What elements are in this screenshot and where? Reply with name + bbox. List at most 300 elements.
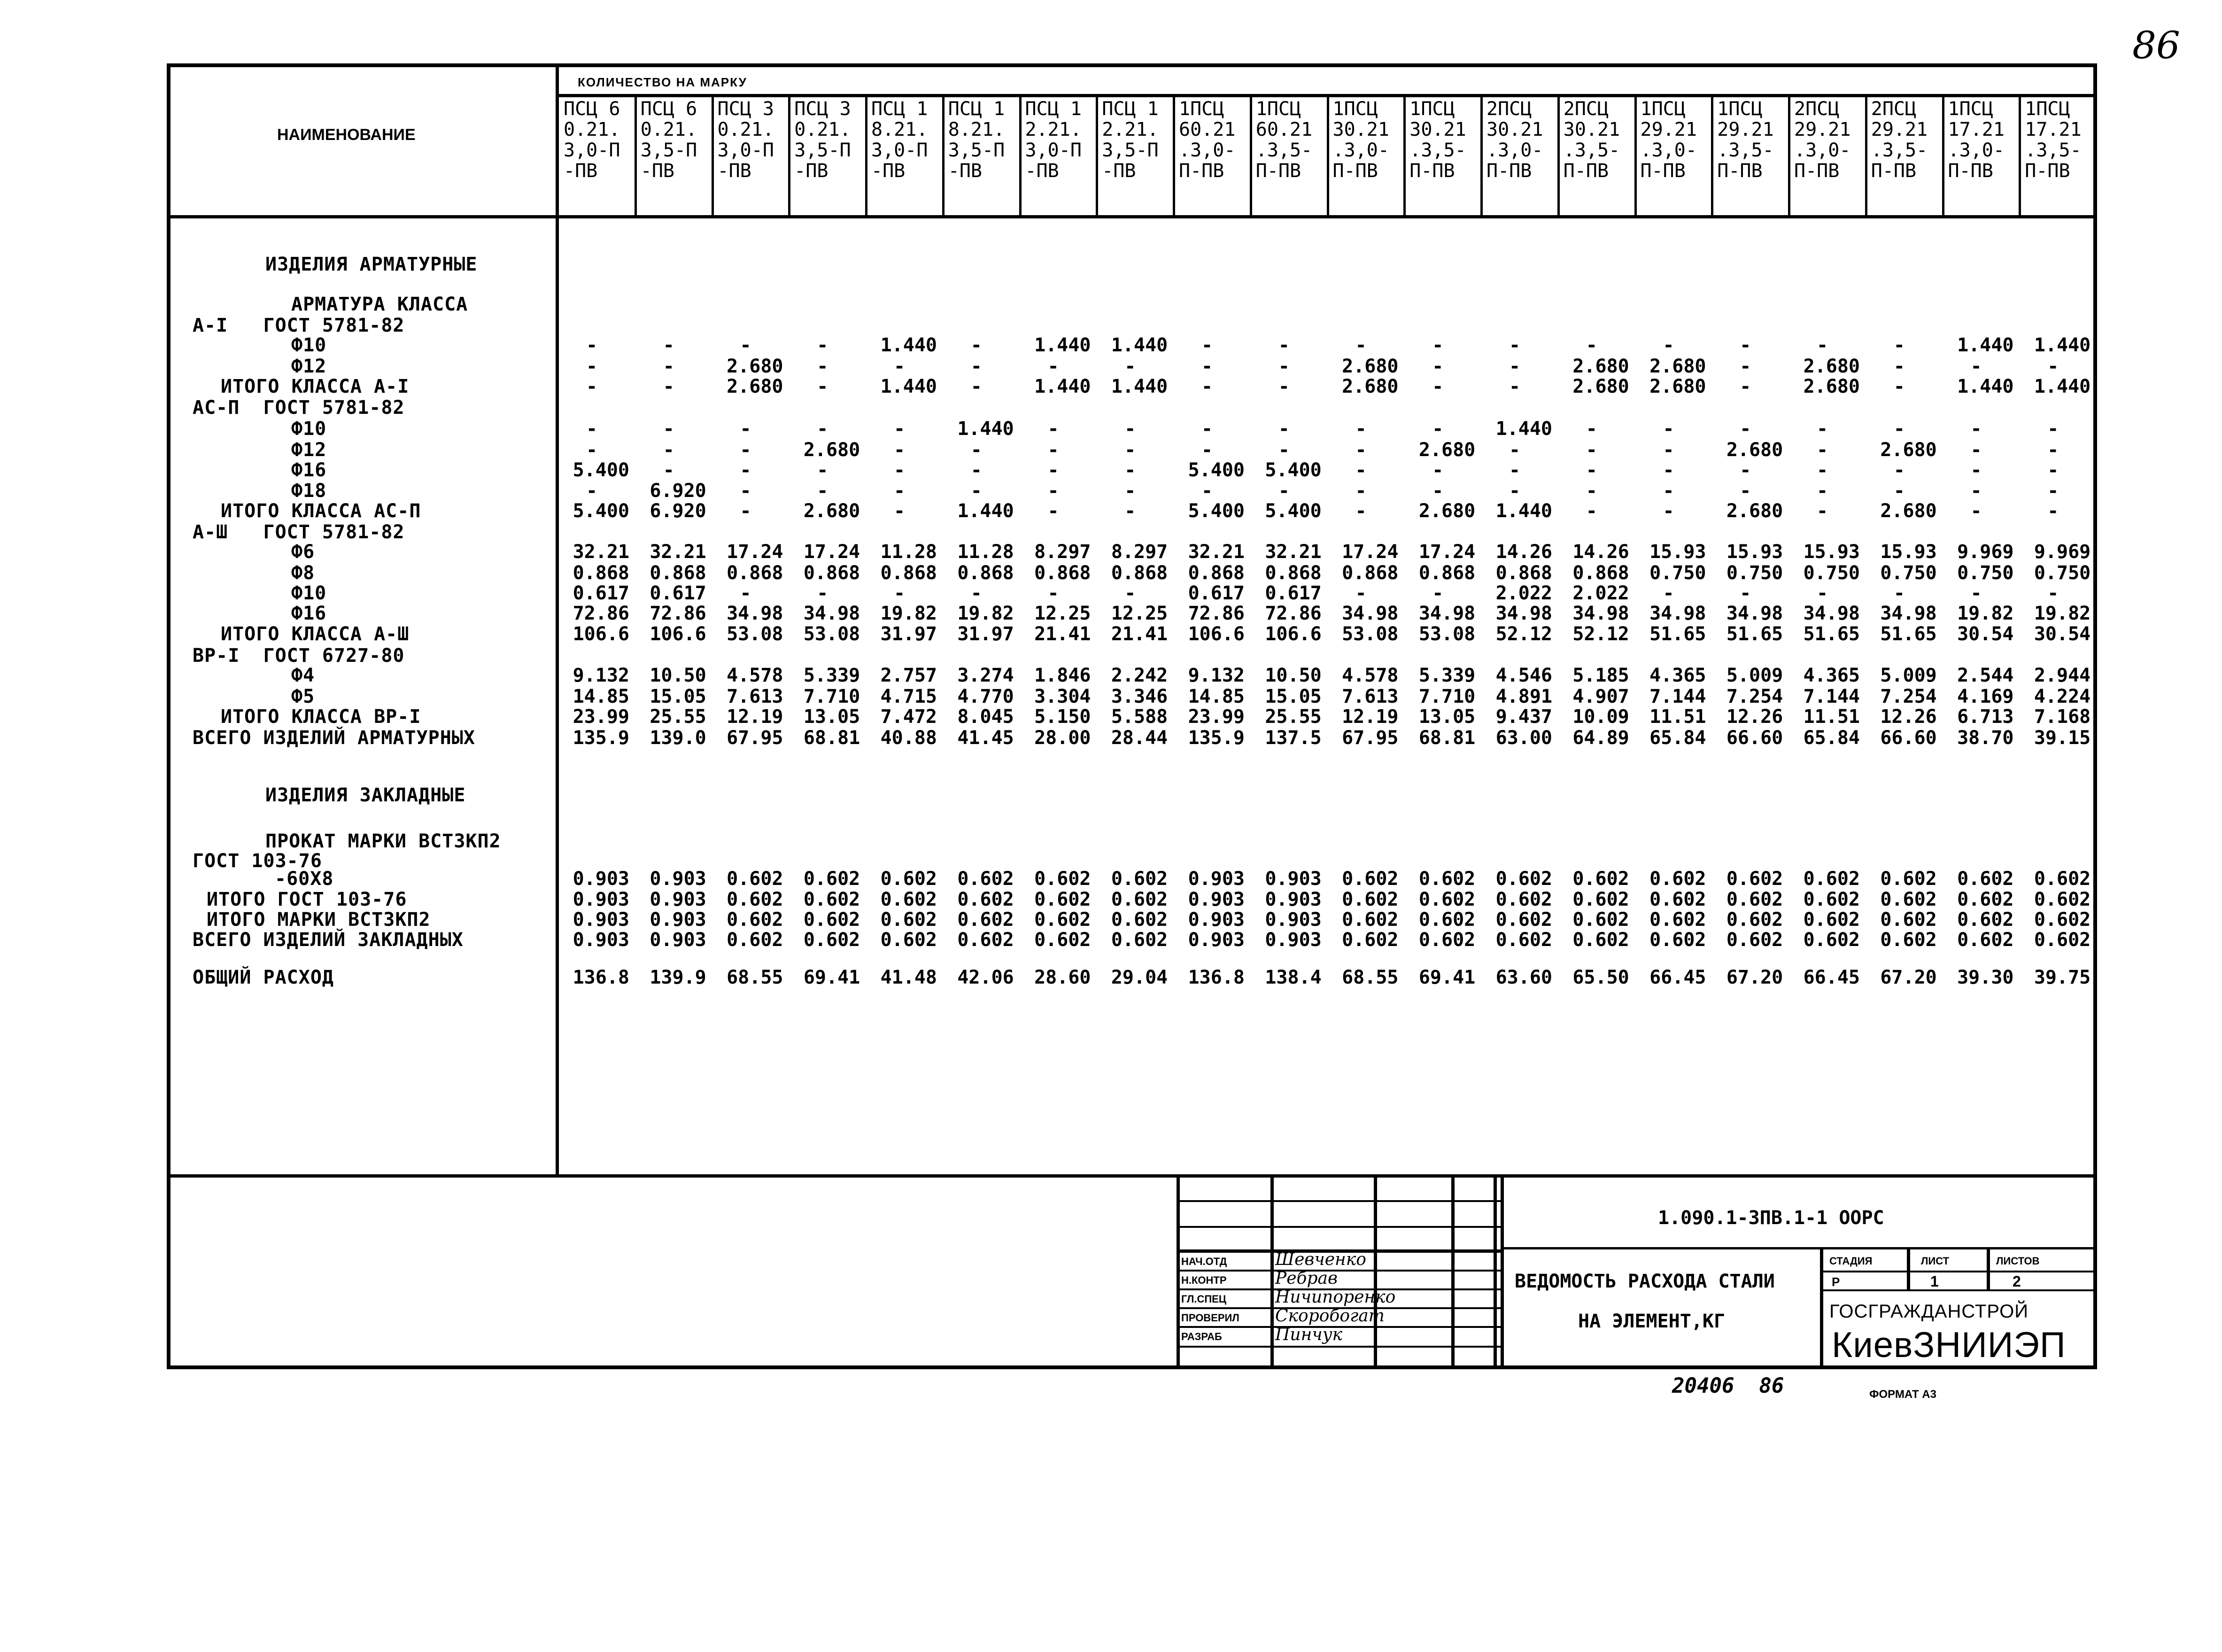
table-cell: 67.95: [727, 727, 783, 749]
table-cell: 1.440: [880, 376, 937, 397]
table-cell: -: [1201, 480, 1213, 502]
table-cell: 0.602: [2034, 889, 2091, 910]
table-cell: -: [1355, 418, 1367, 440]
table-cell: -: [586, 480, 598, 502]
row-label: Ф10: [291, 582, 327, 604]
column-header: ПСЦ 1 2.21. 3,0-П -ПВ: [1025, 98, 1082, 182]
table-cell: -: [1740, 480, 1751, 502]
table-cell: 0.903: [1188, 929, 1245, 951]
table-cell: -: [1586, 480, 1597, 502]
table-cell: -: [1278, 439, 1290, 461]
table-cell: 2.680: [1418, 439, 1476, 461]
table-cell: -: [1970, 356, 1982, 377]
table-cell: 0.602: [1649, 868, 1706, 890]
table-cell: 41.45: [957, 727, 1014, 749]
table-cell: 66.60: [1726, 727, 1783, 749]
table-cell: -: [1816, 500, 1828, 522]
row-label: ВР-I ГОСТ 6727-80: [193, 645, 405, 667]
table-cell: 52.12: [1572, 623, 1629, 645]
table-cell: 136.8: [1188, 967, 1245, 988]
table-cell: 53.08: [803, 623, 860, 645]
column-header: ПСЦ 1 8.21. 3,5-П -ПВ: [948, 98, 1005, 182]
table-cell: 0.602: [1726, 929, 1783, 951]
table-cell: 4.365: [1803, 665, 1860, 686]
table-cell: 25.55: [650, 706, 706, 728]
table-cell: -: [1586, 439, 1597, 461]
table-cell: -: [663, 334, 674, 356]
table-cell: -: [2047, 582, 2059, 604]
table-cell: -: [1047, 480, 1059, 502]
table-cell: 3.346: [1111, 686, 1168, 707]
column-divider: [1403, 94, 1406, 215]
table-cell: 42.06: [957, 967, 1014, 988]
table-cell: -: [1586, 459, 1597, 481]
table-cell: 1.440: [957, 418, 1014, 440]
table-cell: -: [1586, 418, 1597, 440]
table-cell: 34.98: [803, 603, 860, 624]
table-cell: 1.846: [1034, 665, 1091, 686]
table-cell: 5.009: [1880, 665, 1937, 686]
table-cell: 2.022: [1495, 582, 1552, 604]
table-cell: 72.86: [1188, 603, 1245, 624]
table-cell: 34.98: [1342, 603, 1399, 624]
table-cell: -: [893, 459, 906, 481]
table-cell: 17.24: [803, 541, 860, 563]
table-cell: 0.602: [1495, 868, 1552, 890]
table-cell: 0.602: [1649, 929, 1706, 951]
table-cell: -: [1663, 459, 1674, 481]
table-cell: 9.132: [1188, 665, 1245, 686]
table-cell: -: [1893, 376, 1905, 397]
table-cell: 0.602: [803, 889, 860, 910]
signature-name: Пинчук: [1275, 1325, 1343, 1344]
table-cell: -: [1278, 334, 1290, 356]
table-cell: 9.969: [2034, 541, 2091, 563]
table-cell: 0.602: [1034, 929, 1091, 951]
table-cell: -: [1740, 356, 1751, 377]
table-cell: 0.617: [1265, 582, 1322, 604]
table-cell: 29.04: [1111, 967, 1168, 988]
table-cell: 4.365: [1649, 665, 1706, 686]
table-cell: 21.41: [1034, 623, 1091, 645]
table-cell: 2.680: [803, 500, 860, 522]
column-header: 1ПСЦ 60.21 .3,5- П-ПВ: [1255, 98, 1313, 182]
column-divider: [788, 94, 790, 215]
row-label: ИТОГО КЛАССА АС-П: [221, 500, 421, 522]
table-cell: 0.602: [1957, 868, 2014, 890]
table-cell: 5.400: [573, 500, 629, 522]
table-cell: 14.85: [573, 686, 629, 707]
table-cell: 34.98: [1495, 603, 1552, 624]
table-cell: 0.903: [573, 889, 629, 910]
table-cell: -: [1432, 356, 1444, 377]
column-header: ПСЦ 6 0.21. 3,5-П -ПВ: [640, 98, 697, 182]
row-label: -60Х8: [275, 868, 334, 890]
row-label: Ф10: [291, 418, 327, 440]
column-header: 1ПСЦ 17.21 .3,5- П-ПВ: [2025, 98, 2082, 182]
table-cell: 1.440: [880, 334, 937, 356]
table-cell: -: [740, 459, 751, 481]
table-cell: -: [1816, 439, 1828, 461]
table-cell: 0.602: [1034, 889, 1091, 910]
table-cell: 72.86: [650, 603, 706, 624]
table-cell: 4.578: [1342, 665, 1399, 686]
table-cell: -: [1663, 334, 1674, 356]
table-cell: 31.97: [957, 623, 1014, 645]
table-cell: 0.903: [1265, 889, 1322, 910]
table-cell: 0.602: [1495, 929, 1552, 951]
table-cell: -: [740, 439, 751, 461]
table-cell: 32.21: [650, 541, 706, 563]
table-cell: -: [893, 582, 906, 604]
table-cell: -: [970, 334, 982, 356]
table-cell: -: [1970, 582, 1982, 604]
column-divider: [1942, 94, 1944, 215]
table-cell: 0.868: [1572, 562, 1629, 584]
signature-role: Н.КОНТР: [1181, 1274, 1227, 1286]
table-cell: -: [1124, 500, 1136, 522]
table-cell: 67.20: [1726, 967, 1783, 988]
table-cell: -: [1355, 439, 1367, 461]
table-cell: 19.82: [957, 603, 1014, 624]
table-cell: 9.969: [1957, 541, 2014, 563]
column-divider: [712, 94, 714, 215]
table-cell: 51.65: [1803, 623, 1860, 645]
table-cell: 5.339: [1418, 665, 1476, 686]
table-cell: 4.907: [1572, 686, 1629, 707]
table-cell: 7.472: [880, 706, 937, 728]
table-cell: 10.09: [1572, 706, 1629, 728]
table-cell: 34.98: [1572, 603, 1629, 624]
table-cell: 65.84: [1803, 727, 1860, 749]
table-cell: 0.602: [1418, 868, 1476, 890]
table-cell: 53.08: [727, 623, 783, 645]
table-cell: 0.903: [573, 929, 629, 951]
table-cell: 0.602: [1111, 889, 1168, 910]
table-cell: -: [1586, 334, 1597, 356]
table-cell: 0.602: [1649, 889, 1706, 910]
table-cell: 2.680: [1649, 376, 1706, 397]
table-cell: 13.05: [1418, 706, 1476, 728]
table-cell: 5.400: [1188, 459, 1245, 481]
table-cell: 137.5: [1265, 727, 1322, 749]
table-cell: 28.44: [1111, 727, 1168, 749]
table-cell: 0.602: [727, 889, 783, 910]
table-cell: -: [663, 356, 674, 377]
table-cell: 2.680: [1572, 376, 1629, 397]
table-cell: 0.602: [1418, 889, 1476, 910]
table-cell: 0.602: [1342, 909, 1399, 931]
table-cell: 4.770: [957, 686, 1014, 707]
row-label: ИЗДЕЛИЯ ЗАКЛАДНЫЕ: [265, 784, 466, 806]
table-cell: -: [663, 418, 674, 440]
table-cell: -: [1509, 376, 1521, 397]
table-cell: -: [1893, 334, 1905, 356]
table-cell: 0.602: [880, 929, 937, 951]
table-cell: 12.19: [727, 706, 783, 728]
sheets-value: 2: [2013, 1273, 2021, 1290]
table-cell: -: [1816, 334, 1828, 356]
column-header: 2ПСЦ 29.21 .3,0- П-ПВ: [1794, 98, 1851, 182]
column-divider: [635, 94, 637, 215]
table-cell: -: [1586, 500, 1597, 522]
column-header: 1ПСЦ 29.21 .3,5- П-ПВ: [1717, 98, 1774, 182]
table-cell: -: [2047, 459, 2059, 481]
column-divider: [1250, 94, 1252, 215]
table-cell: -: [1355, 334, 1367, 356]
table-cell: -: [1355, 459, 1367, 481]
sheets-label: ЛИСТОВ: [1996, 1255, 2040, 1267]
table-cell: 30.54: [1957, 623, 2014, 645]
table-cell: 52.12: [1495, 623, 1552, 645]
table-cell: 72.86: [1265, 603, 1322, 624]
table-cell: -: [893, 480, 906, 502]
title-line-2: НА ЭЛЕМЕНТ,КГ: [1578, 1311, 1726, 1332]
table-cell: -: [1047, 582, 1059, 604]
column-header: 1ПСЦ 29.21 .3,0- П-ПВ: [1640, 98, 1697, 182]
table-cell: 7.168: [2034, 706, 2091, 728]
table-cell: 0.602: [1034, 868, 1091, 890]
row-label: Ф4: [291, 665, 315, 686]
table-cell: 25.55: [1265, 706, 1322, 728]
table-cell: 1.440: [2034, 376, 2091, 397]
column-divider: [1480, 94, 1483, 215]
table-cell: -: [1893, 418, 1905, 440]
table-cell: -: [1740, 459, 1751, 481]
table-cell: 0.868: [1418, 562, 1476, 584]
table-cell: -: [740, 582, 751, 604]
table-cell: -: [1201, 376, 1213, 397]
table-cell: 8.045: [957, 706, 1014, 728]
column-header: 2ПСЦ 30.21 .3,5- П-ПВ: [1563, 98, 1620, 182]
table-cell: 15.05: [650, 686, 706, 707]
table-cell: 14.85: [1188, 686, 1245, 707]
table-cell: -: [1201, 439, 1213, 461]
table-cell: 1.440: [2034, 334, 2091, 356]
table-cell: 15.05: [1265, 686, 1322, 707]
table-cell: -: [663, 376, 674, 397]
table-cell: 3.304: [1034, 686, 1091, 707]
table-cell: -: [970, 459, 982, 481]
table-cell: -: [893, 356, 906, 377]
table-cell: 34.98: [1418, 603, 1476, 624]
table-cell: 2.944: [2034, 665, 2091, 686]
table-cell: 12.25: [1111, 603, 1168, 624]
table-cell: 15.93: [1880, 541, 1937, 563]
column-divider: [2019, 94, 2021, 215]
table-cell: 2.757: [880, 665, 937, 686]
table-cell: 2.680: [1418, 500, 1476, 522]
row-label: АРМАТУРА КЛАССА: [291, 294, 468, 315]
table-cell: 135.9: [573, 727, 629, 749]
table-cell: 7.710: [1418, 686, 1476, 707]
table-cell: 0.602: [957, 889, 1014, 910]
table-cell: 106.6: [1188, 623, 1245, 645]
table-cell: 0.750: [1957, 562, 2014, 584]
signature-name: Ребрав: [1275, 1269, 1338, 1288]
table-cell: -: [970, 356, 982, 377]
table-cell: -: [817, 480, 828, 502]
table-cell: 0.602: [1803, 889, 1860, 910]
table-cell: -: [663, 439, 674, 461]
column-header: 1ПСЦ 30.21 .3,5- П-ПВ: [1409, 98, 1466, 182]
table-cell: 4.224: [2034, 686, 2091, 707]
table-cell: 1.440: [1957, 334, 2014, 356]
table-cell: 0.602: [880, 909, 937, 931]
table-cell: 2.680: [727, 376, 783, 397]
table-cell: 15.93: [1726, 541, 1783, 563]
table-cell: 5.400: [1265, 500, 1322, 522]
table-cell: 67.95: [1342, 727, 1399, 749]
row-label: Ф10: [291, 334, 327, 356]
table-cell: 139.0: [650, 727, 706, 749]
table-cell: 11.28: [957, 541, 1014, 563]
table-cell: 0.602: [1495, 909, 1552, 931]
table-cell: -: [1432, 418, 1444, 440]
table-cell: 2.680: [803, 439, 860, 461]
column-header: 1ПСЦ 30.21 .3,0- П-ПВ: [1332, 98, 1389, 182]
table-cell: 0.868: [957, 562, 1014, 584]
signature-name: Скоробогат: [1275, 1306, 1385, 1326]
table-cell: -: [1201, 418, 1213, 440]
table-cell: -: [1355, 500, 1367, 522]
table-cell: 32.21: [1265, 541, 1322, 563]
table-cell: 1.440: [1957, 376, 2014, 397]
table-cell: -: [1893, 459, 1905, 481]
table-cell: 1.440: [1111, 334, 1168, 356]
table-cell: -: [1816, 480, 1828, 502]
row-label: АС-П ГОСТ 5781-82: [193, 397, 405, 419]
table-cell: 9.437: [1495, 706, 1552, 728]
table-cell: -: [1047, 500, 1059, 522]
column-divider: [1096, 94, 1098, 215]
row-label: ГОСТ 103-76: [193, 850, 322, 872]
table-cell: -: [1278, 418, 1290, 440]
table-cell: 2.680: [1649, 356, 1706, 377]
table-cell: -: [1432, 582, 1444, 604]
table-cell: -: [817, 418, 828, 440]
table-cell: 21.41: [1111, 623, 1168, 645]
signature-role: ГЛ.СПЕЦ: [1181, 1293, 1226, 1305]
table-cell: 0.903: [650, 889, 706, 910]
table-cell: 0.602: [1572, 929, 1629, 951]
table-cell: 17.24: [727, 541, 783, 563]
signature-role: РАЗРАБ: [1181, 1331, 1222, 1342]
row-label: ВСЕГО ИЗДЕЛИЙ ЗАКЛАДНЫХ: [193, 929, 464, 951]
table-cell: 3.274: [957, 665, 1014, 686]
table-cell: 72.86: [573, 603, 629, 624]
organization-name: КиевЗНИИЭП: [1832, 1325, 2066, 1365]
table-cell: 0.602: [2034, 929, 2091, 951]
table-cell: -: [1970, 439, 1982, 461]
table-cell: 1.440: [957, 500, 1014, 522]
quantity-caption: КОЛИЧЕСТВО НА МАРКУ: [578, 75, 747, 89]
table-cell: 0.602: [1111, 909, 1168, 931]
table-cell: 0.602: [880, 868, 937, 890]
table-cell: 0.602: [1880, 929, 1937, 951]
table-cell: 0.750: [2034, 562, 2091, 584]
table-cell: -: [586, 439, 598, 461]
table-cell: 0.602: [1342, 889, 1399, 910]
table-cell: 0.903: [1188, 868, 1245, 890]
table-cell: -: [1740, 376, 1751, 397]
table-cell: -: [1124, 582, 1136, 604]
table-cell: 0.868: [650, 562, 706, 584]
table-cell: 0.750: [1726, 562, 1783, 584]
table-cell: -: [1047, 439, 1059, 461]
table-cell: -: [1047, 459, 1059, 481]
table-cell: 0.602: [1342, 868, 1399, 890]
row-label: ИТОГО КЛАССА А-I: [221, 376, 410, 397]
table-cell: 7.144: [1803, 686, 1860, 707]
table-cell: 6.920: [650, 480, 706, 502]
signature-name: Шевченко: [1275, 1250, 1366, 1269]
table-cell: 0.602: [1803, 929, 1860, 951]
table-cell: -: [1816, 582, 1828, 604]
table-cell: 11.28: [880, 541, 937, 563]
table-cell: -: [970, 376, 982, 397]
row-label: Ф18: [291, 480, 327, 502]
table-cell: 138.4: [1265, 967, 1322, 988]
table-cell: 11.51: [1649, 706, 1706, 728]
table-cell: 0.750: [1649, 562, 1706, 584]
table-cell: 51.65: [1880, 623, 1937, 645]
column-header: ПСЦ 3 0.21. 3,0-П -ПВ: [717, 98, 774, 182]
table-cell: 0.903: [650, 929, 706, 951]
table-cell: 30.54: [2034, 623, 2091, 645]
table-cell: -: [893, 418, 906, 440]
row-label: ИТОГО МАРКИ ВСТ3КП2: [207, 909, 431, 931]
table-cell: 106.6: [573, 623, 629, 645]
table-cell: 9.132: [573, 665, 629, 686]
table-cell: -: [740, 418, 751, 440]
row-label: ИТОГО ГОСТ 103-76: [207, 889, 407, 910]
table-cell: 2.680: [1880, 500, 1937, 522]
table-cell: 39.75: [2034, 967, 2091, 988]
table-cell: -: [1663, 480, 1674, 502]
table-cell: 0.903: [573, 909, 629, 931]
table-cell: -: [1278, 480, 1290, 502]
table-cell: -: [1663, 582, 1674, 604]
table-cell: 2.680: [1803, 356, 1860, 377]
table-cell: 67.20: [1880, 967, 1937, 988]
table-cell: -: [2047, 356, 2059, 377]
table-cell: 0.868: [1495, 562, 1552, 584]
column-divider: [1557, 94, 1560, 215]
table-cell: 0.602: [880, 889, 937, 910]
column-divider: [865, 94, 867, 215]
table-cell: -: [1278, 356, 1290, 377]
table-cell: 0.617: [1188, 582, 1245, 604]
table-cell: 0.602: [1418, 929, 1476, 951]
table-cell: 1.440: [1111, 376, 1168, 397]
table-cell: -: [1124, 418, 1136, 440]
table-cell: 106.6: [1265, 623, 1322, 645]
table-cell: 39.30: [1957, 967, 2014, 988]
row-label: ИТОГО КЛАССА А-Ш: [221, 623, 410, 645]
table-cell: 0.903: [1188, 909, 1245, 931]
table-cell: -: [1124, 480, 1136, 502]
table-cell: 135.9: [1188, 727, 1245, 749]
document-code: 1.090.1-3ПВ.1-1 ООРС: [1658, 1207, 1884, 1229]
table-cell: 28.60: [1034, 967, 1091, 988]
column-divider: [1327, 94, 1329, 215]
column-divider: [1865, 94, 1867, 215]
table-cell: 4.169: [1957, 686, 2014, 707]
table-cell: 4.546: [1495, 665, 1552, 686]
table-cell: 7.710: [803, 686, 860, 707]
table-cell: 4.891: [1495, 686, 1552, 707]
